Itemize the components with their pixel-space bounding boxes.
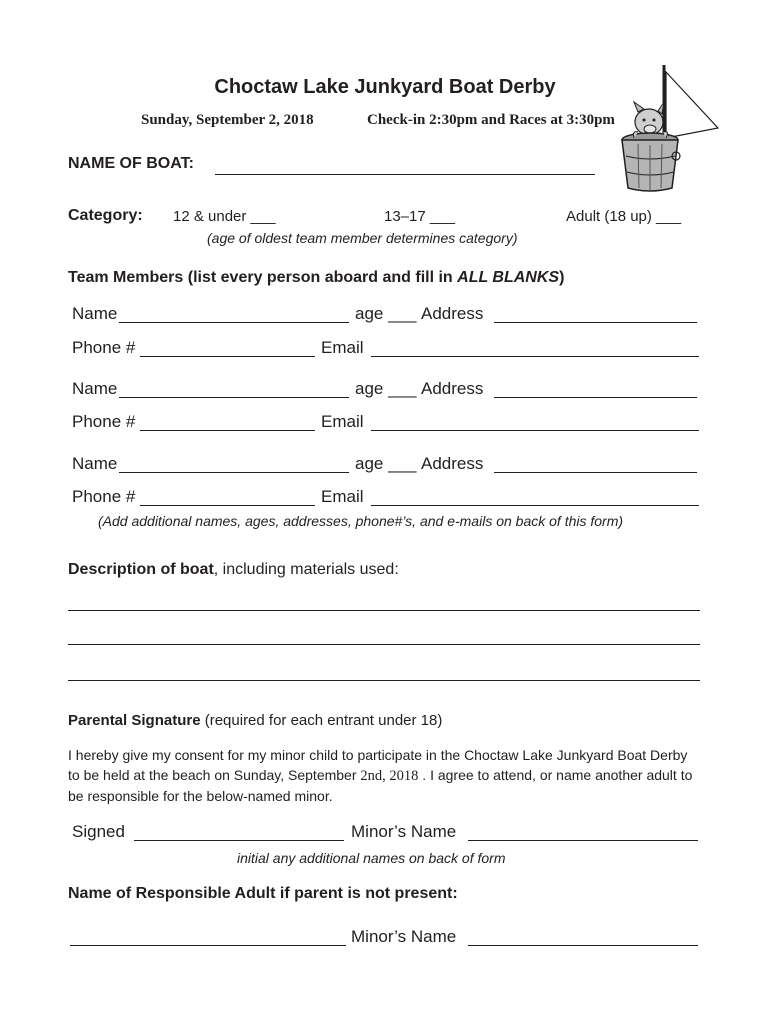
boat-description-line-1[interactable] — [68, 610, 700, 611]
member-3-address-field[interactable] — [494, 472, 697, 473]
signed-label: Signed — [72, 822, 125, 841]
member-name-label: Name — [72, 454, 118, 473]
responsible-minor-name-field[interactable] — [468, 945, 698, 946]
member-1-age-field[interactable]: age ___ — [355, 304, 417, 323]
member-2-name-field[interactable] — [119, 397, 349, 398]
signature-field[interactable] — [134, 840, 344, 841]
member-email-label: Email — [321, 412, 364, 431]
member-1-name-field[interactable] — [119, 322, 349, 323]
boat-name-label: NAME OF BOAT: — [68, 155, 194, 172]
boat-description-heading: Description of boat, including materials used: — [68, 561, 399, 578]
member-2-address-field[interactable] — [494, 397, 697, 398]
boat-description-line-3[interactable] — [68, 680, 700, 681]
category-label: Category: — [68, 207, 143, 224]
responsible-adult-heading: Name of Responsible Adult if parent is not present: — [68, 885, 458, 902]
category-adult[interactable]: Adult (18 up) ___ — [566, 208, 682, 225]
member-3-age-field[interactable]: age ___ — [355, 454, 417, 473]
event-date: Sunday, September 2, 2018 — [141, 112, 314, 128]
member-3-phone-field[interactable] — [140, 505, 315, 506]
member-2-email-field[interactable] — [371, 430, 699, 431]
member-email-label: Email — [321, 487, 364, 506]
category-13-17[interactable]: 13–17 ___ — [384, 208, 455, 225]
category-12-under[interactable]: 12 & under ___ — [173, 208, 276, 225]
consent-paragraph: I hereby give my consent for my minor child to participate in the Choctaw Lake Junkyard Boat Derby to be held at the beach on Sunday, September 2nd, 2018 . I agree to attend, or name another adult to be responsible for the below-named minor. — [68, 747, 693, 804]
page-title: Choctaw Lake Junkyard Boat Derby — [214, 76, 556, 98]
pig-in-trash-can-boat-icon — [600, 60, 725, 200]
boat-name-field[interactable] — [215, 174, 595, 175]
member-phone-label: Phone # — [72, 412, 136, 431]
member-address-label: Address — [421, 454, 484, 473]
member-3-name-field[interactable] — [119, 472, 349, 473]
member-1-address-field[interactable] — [494, 322, 697, 323]
member-name-label: Name — [72, 379, 118, 398]
member-1-email-field[interactable] — [371, 356, 699, 357]
initial-note: initial any additional names on back of form — [237, 850, 506, 866]
minor-name-label: Minor’s Name — [351, 822, 457, 841]
member-address-label: Address — [421, 304, 484, 323]
minor-name-field[interactable] — [468, 840, 698, 841]
boat-description-line-2[interactable] — [68, 644, 700, 645]
category-note: (age of oldest team member determines category) — [207, 230, 518, 246]
member-3-email-field[interactable] — [371, 505, 699, 506]
checkin-time: Check-in 2:30pm and Races at 3:30pm — [367, 112, 615, 128]
additional-members-note: (Add additional names, ages, addresses, phone#’s, and e-mails on back of this form) — [98, 513, 624, 529]
responsible-minor-name-label: Minor’s Name — [351, 927, 457, 946]
member-2-age-field[interactable]: age ___ — [355, 379, 417, 398]
parental-signature-heading: Parental Signature (required for each entrant under 18) — [68, 712, 443, 729]
responsible-adult-field[interactable] — [70, 945, 346, 946]
member-email-label: Email — [321, 338, 364, 357]
team-members-heading: Team Members (list every person aboard and fill in ALL BLANKS) — [68, 269, 565, 286]
member-2-phone-field[interactable] — [140, 430, 315, 431]
member-1-phone-field[interactable] — [140, 356, 315, 357]
member-address-label: Address — [421, 379, 484, 398]
member-phone-label: Phone # — [72, 487, 136, 506]
member-phone-label: Phone # — [72, 338, 136, 357]
member-name-label: Name — [72, 304, 118, 323]
